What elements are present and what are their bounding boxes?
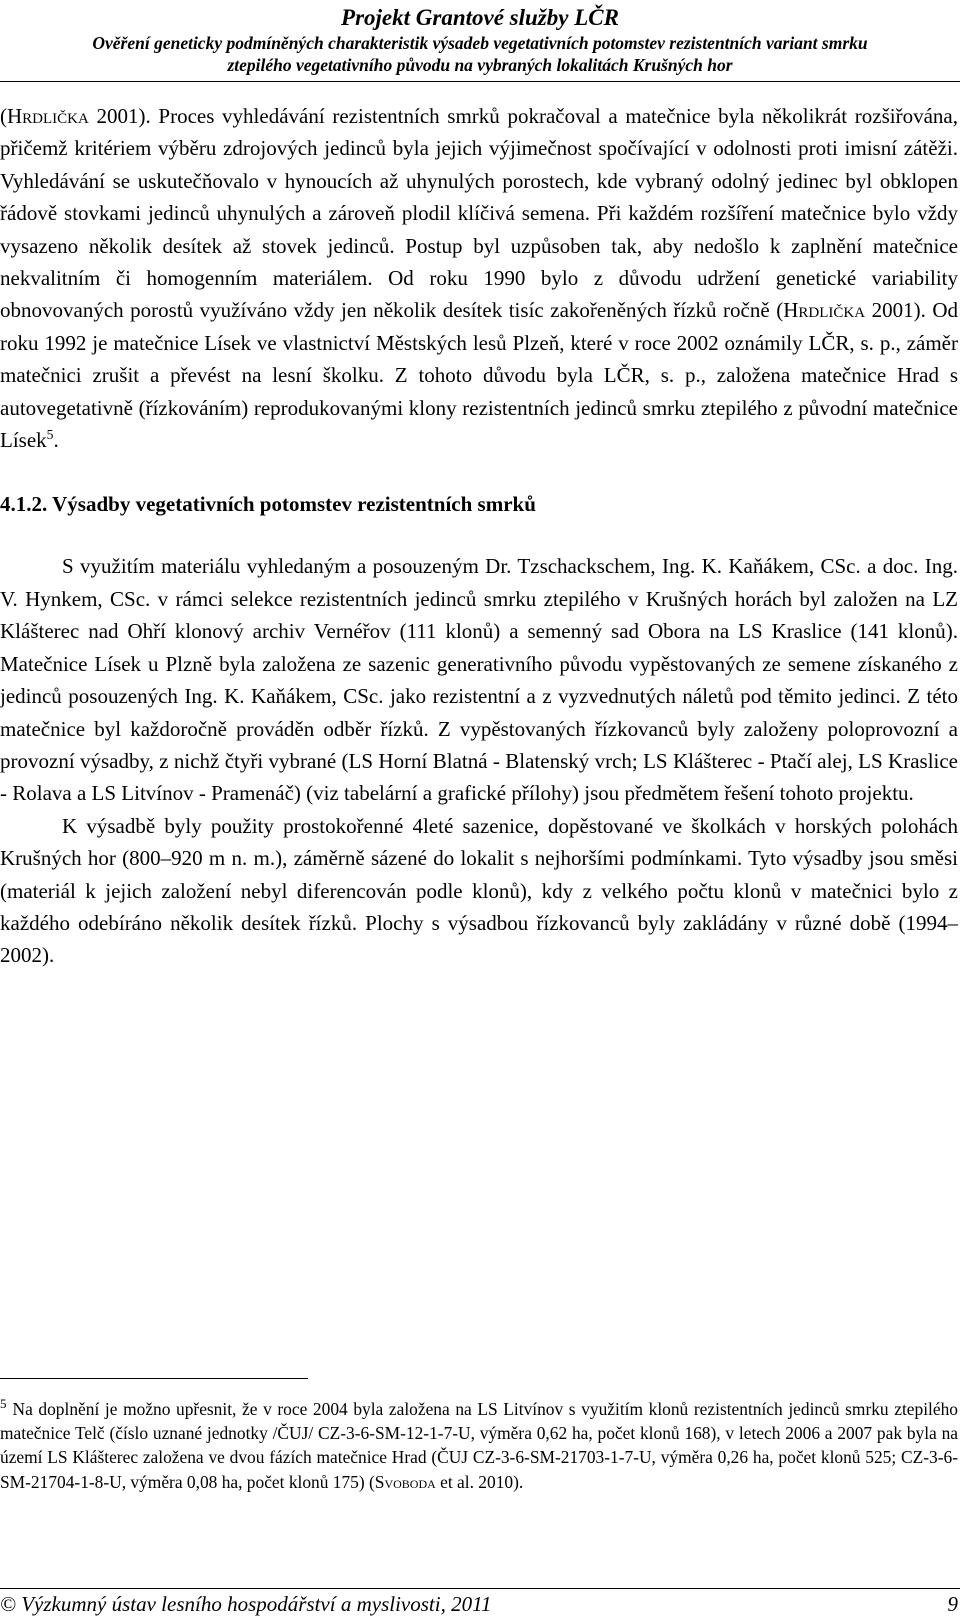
author-smallcaps: Svoboda xyxy=(374,1471,436,1492)
footnote-ref: 5 xyxy=(46,427,54,443)
header-divider xyxy=(0,81,960,82)
project-subtitle-line1: Ověření geneticky podmíněných charakteristik výsadeb vegetativních potomstev rezistentních variant smrku xyxy=(92,33,868,53)
page-number: 9 xyxy=(947,1592,958,1616)
main-text xyxy=(0,100,958,972)
project-subtitle-line2: ztepilého vegetativního původu na vybraných lokalitách Krušných hor xyxy=(227,55,733,75)
paragraph-3: K výsadbě byly použity prostokořenné 4leté sazenice, dopěstované ve školkách v horských polohách Krušných hor (800–920 m n. m.), záměrně sázené do lokalit s nejhoršími podmínkami. Tyto výsadby jsou směsi (materiál k jejich založení nebyl diferencován podle klonů), kdy z velkého počtu klonů v matečnici bylo z každého odebíráno několik desítek řízků. Plochy s výsadbou řízkovanců byly zakládány v různé době (1994–2002). xyxy=(0,813,958,968)
author-smallcaps: Hrdlička xyxy=(783,298,866,323)
section-heading: 4.1.2. Výsadby vegetativních potomstev rezistentních smrků xyxy=(0,492,536,517)
footer-divider xyxy=(0,1588,960,1589)
copyright: © Výzkumný ústav lesního hospodářství a myslivosti, 2011 xyxy=(0,1592,492,1616)
author-smallcaps: Hrdlička xyxy=(7,104,89,128)
project-title: Projekt Grantové služby LČR xyxy=(341,5,619,30)
footnote-number: 5 xyxy=(0,1396,7,1412)
footnote-divider xyxy=(0,1378,308,1379)
page-footer xyxy=(0,1591,958,1617)
paragraph-2: S využitím materiálu vyhledaným a posouzeným Dr. Tzschackschem, Ing. K. Kaňákem, CSc. a doc. Ing. V. Hynkem, CSc. v rámci selekce rezistentních jedinců smrku ztepilého v Krušných horách byl založen na LZ Klášterec nad Ohří klonový archiv Vernéřov (111 klonů) a semenný sad Obora na LS Kraslice (141 klonů). Matečnice Lísek u Plzně byla založena ze sazenic generativního původu vypěstovaných ze semene získaného z jedinců posouzených Ing. K. Kaňákem, CSc. jako rezistentní a z vyzvednutých náletů pod těmito jedinci. Z této matečnice byl každoročně prováděn odběr řízků. Z vypěstovaných řízkovanců byly založeny poloprovozní a provozní výsadby, z nichž čtyři vybrané (LS Horní Blatná - Blatenský vrch; LS Klášterec - Ptačí alej, LS Kraslice - Rolava a LS Litvínov - Pramenáč) (viz tabelární a grafické přílohy) jsou předmětem řešení tohoto projektu. xyxy=(0,554,958,806)
page-header xyxy=(0,4,960,76)
paragraph-1: (Hrdlička 2001). Proces vyhledávání rezistentních smrků pokračoval a matečnice byla několikrát rozšiřována, přičemž kritériem výběru zdrojových jedinců byla jejich výjimečnost spočívající v odolnosti proti imisní zátěži. Vyhledávání se uskutečňovalo v hynoucích až uhynulých porostech, kde vybraný odolný jedinec byl obklopen řádově stovkami jedinců uhynulých a zároveň plodil klíčivá semena. Při každém rozšíření matečnice bylo vždy vysazeno několik desítek až stovek jedinců. Postup byl uzpůsoben tak, aby nedošlo k zaplnění matečnice nekvalitním či homogenním materiálem. Od roku 1990 bylo z důvodu udržení genetické variability obnovovaných porostů využíváno vždy jen několik desítek tisíc zakořeněných řízků ročně (Hrdlička 2001). Od roku 1992 je matečnice Lísek ve vlastnictví Městských lesů Plzeň, které v roce 2002 oznámily LČR, s. p., záměr matečnici zrušit a převést na lesní školku. Z tohoto důvodu byla LČR, s. p., založena matečnice Hrad s autovegetativně (řízkováním) reprodukovanými klony rezistentních jedinců smrku ztepilého z původní matečnice Lísek$^5$. xyxy=(0,104,959,453)
footnote: $^5$ Na doplnění je možno upřesnit, že v roce 2004 byla založena na LS Litvínov s využitím klonů rezistentních jedinců smrku ztepilého matečnice Telč (číslo uznané jednotky /ČUJ/ CZ-3-6-SM-12-1-7-U, výměra 0,62 ha, počet klonů 168), v letech 2006 a 2007 pak byla na území LS Klášterec založena ve dvou fázích matečnice Hrad (ČUJ CZ-3-6-SM-21703-1-7-U, výměra 0,26 ha, počet klonů 525; CZ-3-6-SM-21704-1-8-U, výměra 0,08 ha, počet klonů 175) (Svoboda et al. 2010). xyxy=(0,1396,958,1492)
